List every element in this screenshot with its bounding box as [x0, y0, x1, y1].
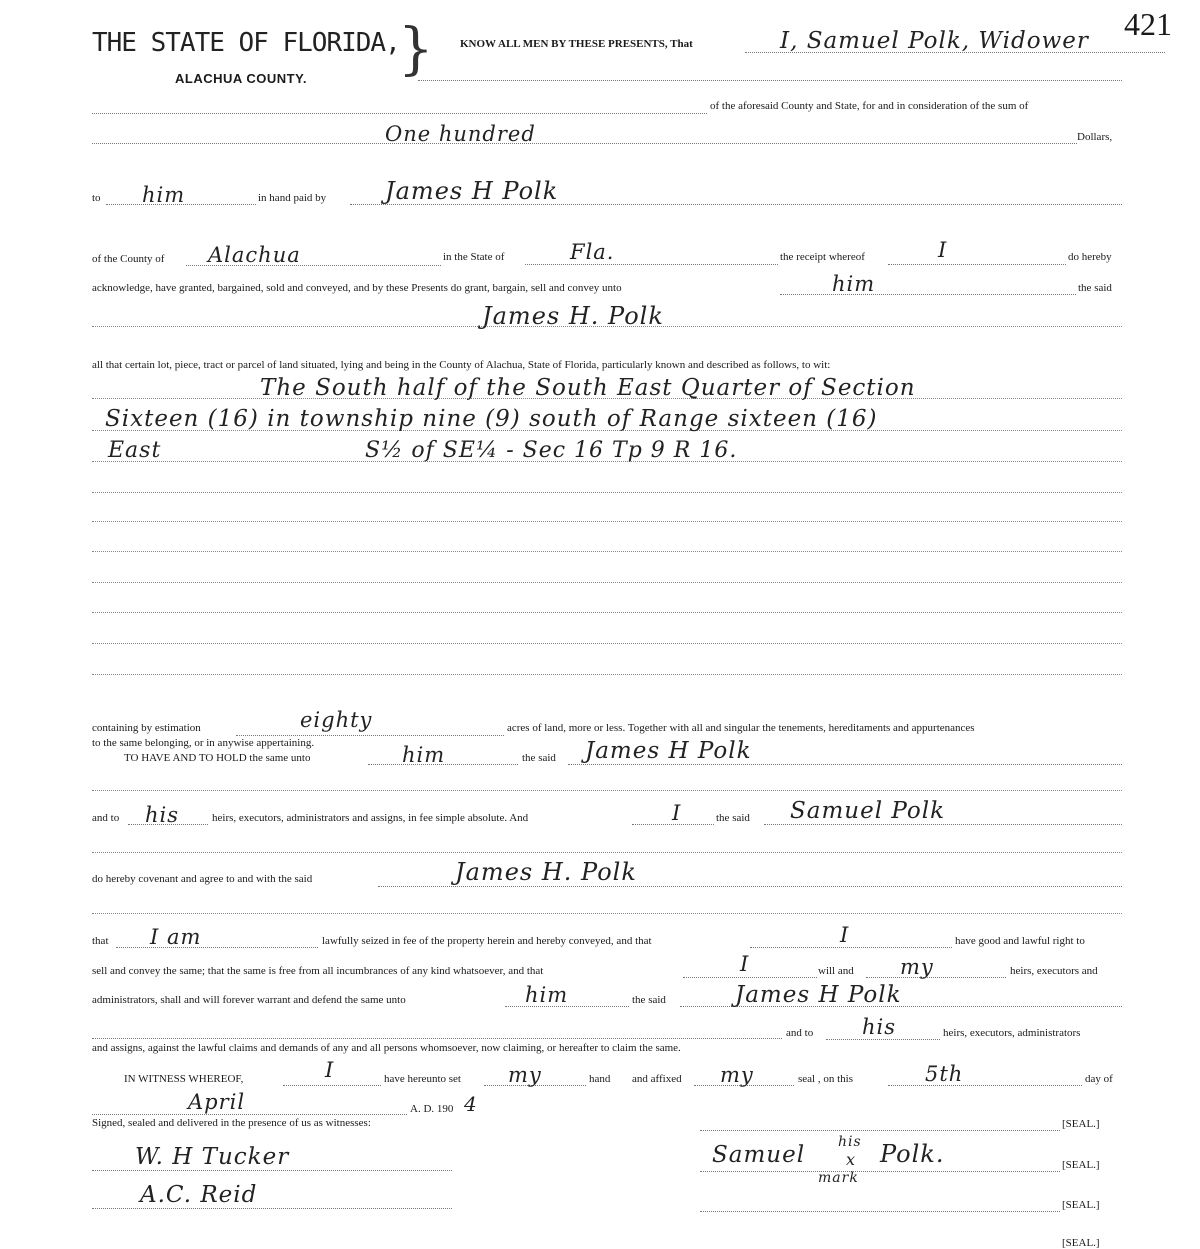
set-handwritten: my: [508, 1063, 542, 1087]
ad-label: A. D. 190: [410, 1103, 454, 1115]
signed-sealed-text: Signed, sealed and delivered in the presence of us as witnesses:: [92, 1117, 371, 1129]
blank-line-a: [92, 790, 1122, 791]
witness2-line: [92, 1208, 452, 1209]
acknowledge-text: acknowledge, have granted, bargained, sold and conveyed, and by these Presents do grant, bargain, sell and convey unto: [92, 282, 622, 294]
desc-handwritten-1: The South half of the South East Quarter of Section: [260, 375, 916, 401]
lawfully-line: [750, 947, 952, 948]
that-label: that: [92, 935, 109, 947]
desc-handwritten-3b: S½ of SE¼ - Sec 16 Tp 9 R 16.: [365, 438, 738, 463]
witness2-handwritten: A.C. Reid: [140, 1182, 258, 1208]
aforesaid-text: of the aforesaid County and State, for and in consideration of the sum of: [710, 100, 1029, 112]
in-state-of-label: in the State of: [443, 251, 505, 263]
seal-on-this-label: seal , on this: [798, 1073, 853, 1085]
convey-line: [780, 294, 1076, 295]
payer-handwritten: James H Polk: [385, 177, 559, 205]
grantor2-line: [764, 824, 1122, 825]
seal-4: [SEAL.]: [1062, 1237, 1100, 1249]
containing-label: containing by estimation: [92, 722, 201, 734]
covenant-handwritten: James H. Polk: [455, 858, 637, 886]
acres-text: acres of land, more or less. Together with all and singular the tenements, hereditaments and appurtenances: [507, 722, 975, 734]
desc-line-6: [92, 551, 1122, 552]
page-number: 421: [1124, 6, 1172, 42]
lawfully-text: lawfully seized in fee of the property herein and hereby conveyed, and that: [322, 935, 652, 947]
affixed-handwritten: my: [720, 1063, 754, 1087]
blank-line-c: [92, 913, 1122, 914]
seal-1: [SEAL.]: [1062, 1118, 1100, 1130]
day-of-label: day of: [1085, 1073, 1113, 1085]
convey-handwritten: him: [832, 272, 876, 296]
desc-handwritten-2: Sixteen (16) in township nine (9) south of Range sixteen (16): [105, 406, 878, 432]
in-hand-paid-by: in hand paid by: [258, 192, 327, 204]
that-line: [116, 947, 318, 948]
witness1-handwritten: W. H Tucker: [135, 1144, 290, 1170]
my-line: [866, 977, 1006, 978]
the-said-label: the said: [1078, 282, 1112, 294]
header-brace: }: [398, 17, 434, 82]
sell-handwritten: I: [740, 952, 750, 976]
his-handwritten: his: [145, 803, 180, 827]
receipt-line: [888, 264, 1066, 265]
desc-line-5: [92, 521, 1122, 522]
know-all-men: KNOW ALL MEN BY THESE PRESENTS, That: [460, 38, 693, 50]
his2-handwritten: his: [862, 1015, 897, 1039]
heirs-text: heirs, executors, administrators and assigns, in fee simple absolute. And: [212, 812, 529, 824]
heirs-exec-label: heirs, executors and: [1010, 965, 1098, 977]
and-to-2-label: and to: [786, 1027, 814, 1039]
day-line: [888, 1085, 1082, 1086]
admin-handwritten: him: [525, 983, 569, 1007]
county-handwritten: Alachua: [208, 243, 301, 267]
the-said-4-label: the said: [632, 994, 666, 1006]
and-to-label: and to: [92, 812, 120, 824]
my-handwritten: my: [900, 955, 934, 979]
seal-2: [SEAL.]: [1062, 1159, 1100, 1171]
admin-grantee-handwritten: James H Polk: [735, 982, 902, 1008]
signature-line-3: [700, 1211, 1060, 1212]
have-good-label: have good and lawful right to: [955, 935, 1085, 947]
dollars-label: Dollars,: [1077, 131, 1113, 143]
mark-x: x: [846, 1150, 857, 1169]
all-that-text: all that certain lot, piece, tract or parcel of land situated, lying and being in the County of Alachua, State of Florida, particularly known and described as follows, to wit:: [92, 359, 831, 371]
covenant-text: do hereby covenant and agree to and with the said: [92, 873, 313, 885]
to-have-grantee-handwritten: James H Polk: [585, 738, 752, 764]
receipt-whereof-label: the receipt whereof: [780, 251, 865, 263]
to-have-handwritten: him: [402, 743, 446, 767]
seal-3: [SEAL.]: [1062, 1199, 1100, 1211]
covenant-line: [378, 886, 1122, 887]
have-hereunto-label: have hereunto set: [384, 1073, 461, 1085]
witness-line: [283, 1085, 381, 1086]
desc-line-8: [92, 612, 1122, 613]
the-said-2-label: the said: [522, 752, 556, 764]
that-handwritten: I am: [150, 925, 202, 949]
year-handwritten: 4: [464, 1092, 478, 1116]
state-line: [525, 264, 778, 265]
and-affixed-label: and affixed: [632, 1073, 682, 1085]
grantor2-handwritten: Samuel Polk: [790, 798, 946, 824]
administrators-text: administrators, shall and will forever warrant and defend the same unto: [92, 994, 406, 1006]
and-assigns-text: and assigns, against the lawful claims and demands of any and all persons whomsoever, now claiming, or hereafter to claim the same.: [92, 1042, 681, 1054]
in-witness-label: IN WITNESS WHEREOF,: [124, 1073, 244, 1085]
grantor-handwritten: I, Samuel Polk, Widower: [780, 28, 1089, 54]
to-label: to: [92, 192, 101, 204]
sum-line: [92, 143, 1077, 144]
witness-handwritten: I: [325, 1058, 335, 1082]
grantee-handwritten: James H. Polk: [482, 302, 664, 330]
to-handwritten: him: [142, 183, 186, 207]
to-have-grantee-line: [568, 764, 1122, 765]
county-name: ALACHUA COUNTY.: [175, 71, 307, 86]
heirs-exec-admin-label: heirs, executors, administrators: [943, 1027, 1081, 1039]
desc-line-10: [92, 674, 1122, 675]
the-said-3-label: the said: [716, 812, 750, 824]
lawfully-handwritten: I: [840, 923, 850, 947]
and-i-handwritten: I: [672, 801, 682, 825]
desc-line-9: [92, 643, 1122, 644]
acres-line: [236, 735, 504, 736]
sell-line: [683, 977, 817, 978]
state-title: THE STATE OF FLORIDA,: [92, 28, 400, 58]
signer-last-handwritten: Polk.: [880, 1140, 945, 1168]
will-and-label: will and: [818, 965, 854, 977]
header-line-2: [418, 80, 1122, 81]
desc-line-4: [92, 492, 1122, 493]
aforesaid-line: [92, 113, 707, 114]
signature-line-1: [700, 1130, 1060, 1131]
day-handwritten: 5th: [925, 1062, 964, 1086]
blank-line-b: [92, 852, 1122, 853]
signer-first-handwritten: Samuel: [712, 1142, 806, 1168]
desc-handwritten-3a: East: [108, 438, 162, 463]
mark-bottom: mark: [818, 1170, 859, 1186]
his-mark-top: his: [838, 1134, 862, 1150]
his2-line: [826, 1039, 940, 1040]
hand-label: hand: [589, 1073, 611, 1085]
sum-handwritten: One hundred: [385, 122, 536, 146]
state-handwritten: Fla.: [570, 240, 615, 264]
sell-convey-text: sell and convey the same; that the same is free from all incumbrances of any kind whatsoever, and that: [92, 965, 544, 977]
acres-handwritten: eighty: [300, 708, 373, 732]
month-handwritten: April: [188, 1090, 246, 1114]
to-have-label: TO HAVE AND TO HOLD the same unto: [124, 752, 311, 764]
receipt-handwritten: I: [938, 238, 948, 262]
do-hereby-label: do hereby: [1068, 251, 1112, 263]
witness1-line: [92, 1170, 452, 1171]
same-belonging-text: to the same belonging, or in anywise appertaining.: [92, 737, 315, 749]
and-to-2-line: [92, 1038, 782, 1039]
desc-line-7: [92, 582, 1122, 583]
of-county-label: of the County of: [92, 253, 165, 265]
signature-line-2: [700, 1171, 1060, 1172]
month-line: [92, 1114, 407, 1115]
